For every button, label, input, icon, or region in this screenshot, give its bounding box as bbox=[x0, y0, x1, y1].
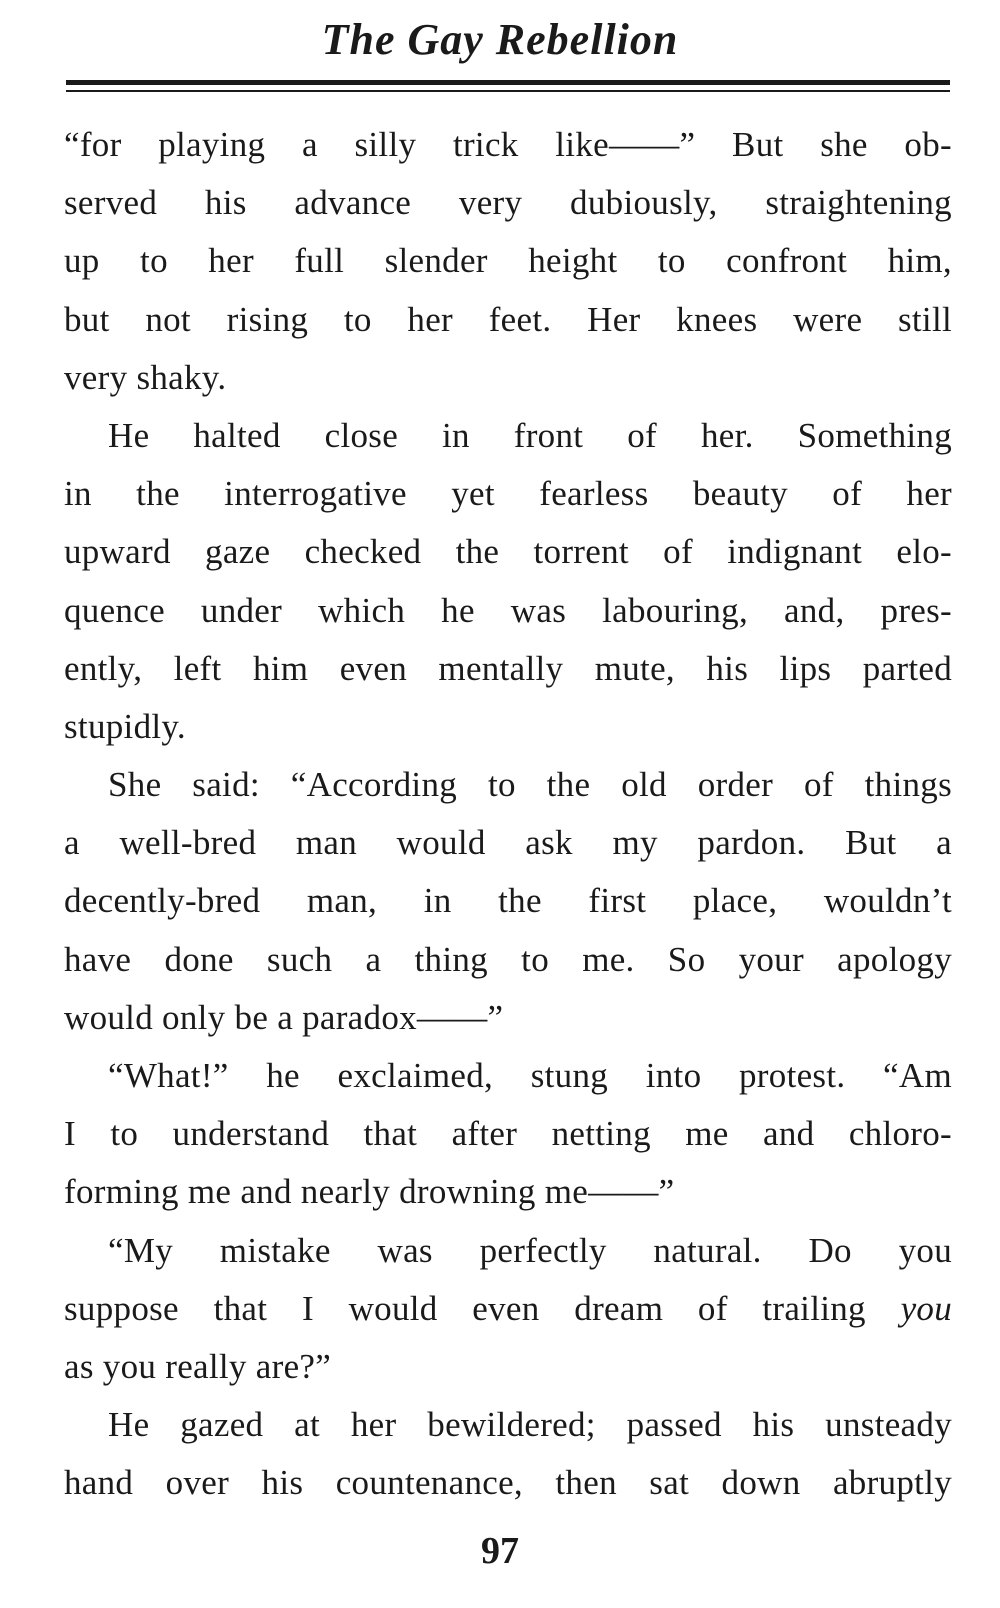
text-line bbox=[64, 1280, 952, 1338]
text-line: very shaky. bbox=[64, 357, 227, 397]
text-line: but not rising to her feet. Her knees were still bbox=[64, 299, 952, 339]
text-line: a well-bred man would ask my pardon. But a bbox=[64, 823, 952, 863]
text-line: up to her full slender height to confront him, bbox=[64, 241, 952, 281]
body-text bbox=[64, 116, 952, 1513]
text-line: “What!” he exclaimed, stung into protest. “Am bbox=[108, 1056, 952, 1095]
text-line: I to understand that after netting me and chloro- bbox=[64, 1114, 952, 1154]
running-head: The Gay Rebellion bbox=[321, 15, 679, 64]
text-line: ently, left him even mentally mute, his lips parted bbox=[64, 648, 952, 688]
paragraph bbox=[64, 1222, 952, 1397]
text-line: forming me and nearly drowning me——” bbox=[64, 1172, 675, 1212]
header-rule-thick bbox=[66, 80, 950, 85]
text-line: as you really are?” bbox=[64, 1346, 332, 1386]
paragraph bbox=[64, 756, 952, 1047]
text-line: have done such a thing to me. So your apology bbox=[64, 939, 952, 979]
text-line: would only be a paradox——” bbox=[64, 997, 504, 1037]
text-fragment: suppose that I would even dream of trailing bbox=[64, 1288, 866, 1328]
text-line: served his advance very dubiously, straightening bbox=[64, 183, 952, 223]
text-line: He gazed at her bewildered; passed his unsteady bbox=[108, 1405, 952, 1445]
text-line: He halted close in front of her. Something bbox=[108, 415, 952, 455]
text-line: decently-bred man, in the first place, wouldn’t bbox=[64, 881, 952, 921]
text-line: quence under which he was labouring, and, pres- bbox=[64, 590, 952, 630]
italic-word: you bbox=[900, 1288, 952, 1328]
paragraph bbox=[64, 116, 952, 407]
text-line: hand over his countenance, then sat down abruptly bbox=[64, 1463, 952, 1503]
text-line: “My mistake was perfectly natural. Do you bbox=[108, 1230, 952, 1270]
text-line: She said: “According to the old order of things bbox=[108, 765, 952, 805]
text-line: in the interrogative yet fearless beauty of her bbox=[64, 474, 952, 514]
paragraph bbox=[64, 1396, 952, 1512]
paragraph bbox=[64, 1047, 952, 1222]
text-line: “for playing a silly trick like——” But she ob- bbox=[64, 125, 952, 164]
text-line: stupidly. bbox=[64, 706, 186, 746]
text-line: upward gaze checked the torrent of indignant elo- bbox=[64, 532, 952, 572]
page-number: 97 bbox=[481, 1530, 519, 1572]
header-rule-thin bbox=[66, 90, 950, 92]
paragraph bbox=[64, 407, 952, 756]
